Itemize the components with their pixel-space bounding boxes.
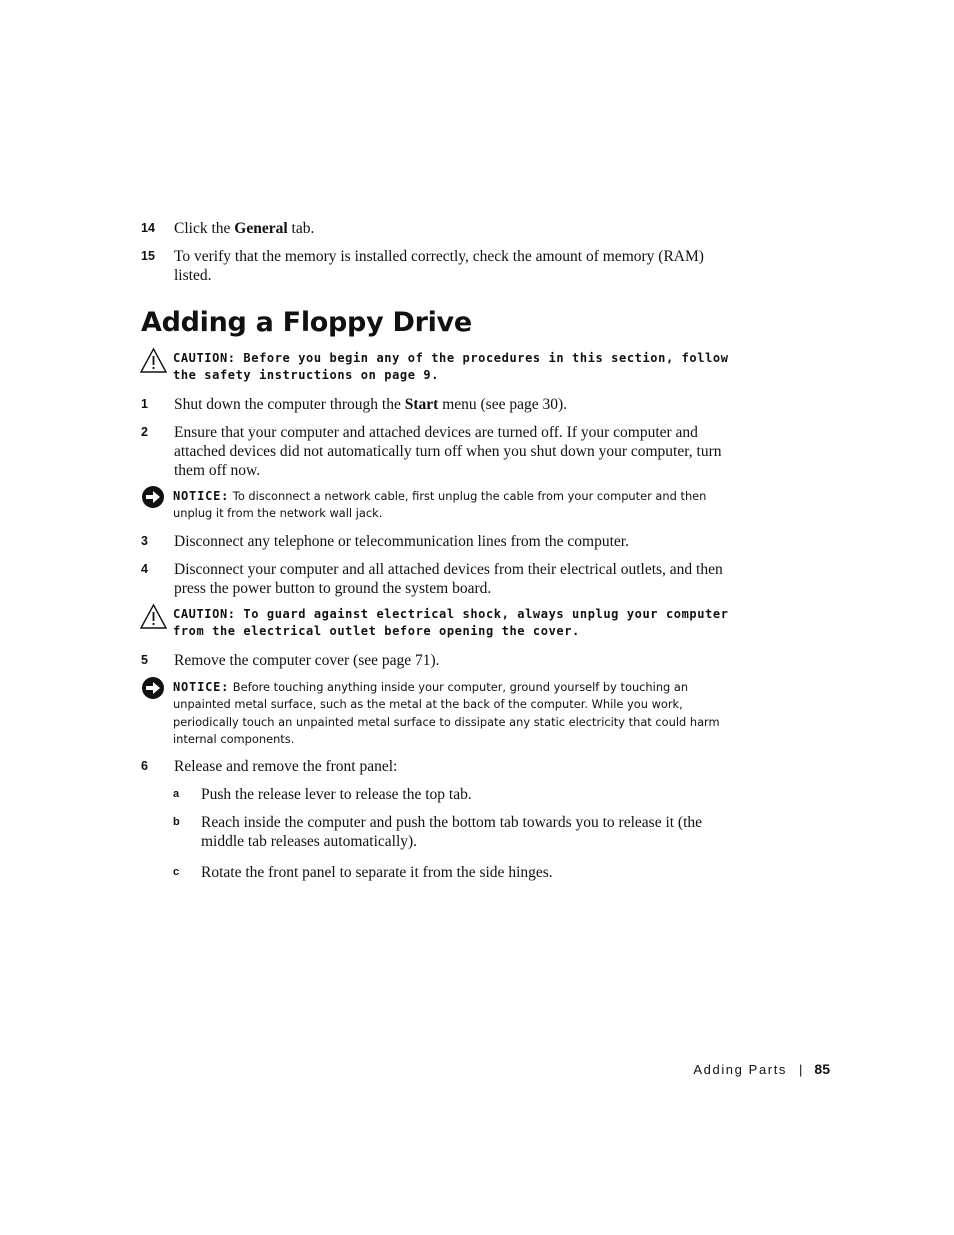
step-number: 4 <box>141 562 148 576</box>
notice-arrow-icon <box>140 485 167 512</box>
substep-letter: b <box>173 816 180 828</box>
ui-label-start: Start <box>404 396 439 413</box>
step-text: Remove the computer cover (see page 71). <box>174 652 440 669</box>
step-number: 6 <box>141 759 148 773</box>
section-title: Adding a Floppy Drive <box>141 307 472 338</box>
footer-section-name: Adding Parts <box>693 1062 788 1077</box>
step-text: Disconnect any telephone or telecommunication lines from the computer. <box>174 533 629 550</box>
step-number: 5 <box>141 653 148 667</box>
step-number: 14 <box>141 221 155 235</box>
notice-label: NOTICE: <box>173 680 230 694</box>
page-footer <box>600 1061 830 1077</box>
step-text: To verify that the memory is installed correctly, check the amount of memory (RAM) listed. <box>174 248 704 284</box>
caution-triangle-icon <box>140 347 167 374</box>
step-number: 15 <box>141 249 155 263</box>
step-text: Ensure that your computer and attached devices are turned off. If your computer and attached devices did not automatically turn off when you shut down your computer, turn them off now. <box>174 424 722 479</box>
substep-letter: a <box>173 788 180 800</box>
substep-text: Rotate the front panel to separate it from the side hinges. <box>201 864 553 881</box>
step-text: Release and remove the front panel: <box>174 758 398 775</box>
caution-triangle-icon <box>140 603 167 630</box>
notice-label: NOTICE: <box>173 489 230 503</box>
step-number: 1 <box>141 397 148 411</box>
ui-label-general: General <box>234 220 288 237</box>
caution-text: CAUTION: To guard against electrical shock, always unplug your computer from the electrical outlet before opening the cover. <box>173 607 729 638</box>
caution-text: CAUTION: Before you begin any of the procedures in this section, follow the safety instructions on page 9. <box>173 351 729 382</box>
step-text: Disconnect your computer and all attached devices from their electrical outlets, and then press the power button to ground the system board. <box>174 561 723 597</box>
notice-text: NOTICE: Before touching anything inside your computer, ground yourself by touching an unpainted metal surface, such as the metal at the back of the computer. While you work, periodically touch an unpainted metal surface to dissipate any static electricity that could harm internal components. <box>173 680 720 746</box>
notice-arrow-icon <box>140 676 167 703</box>
step-number: 2 <box>141 425 148 439</box>
substep-text: Reach inside the computer and push the bottom tab towards you to release it (the middle tab releases automatically). <box>201 814 703 850</box>
substep-text: Push the release lever to release the top tab. <box>201 786 472 803</box>
step-text: Click the General tab. <box>174 220 315 237</box>
substep-letter: c <box>173 866 180 878</box>
notice-text: NOTICE: To disconnect a network cable, first unplug the cable from your computer and then unplug it from the network wall jack. <box>173 489 707 521</box>
step-text: Shut down the computer through the Start menu (see page 30). <box>174 396 568 413</box>
footer-separator: | <box>799 1062 803 1077</box>
step-number: 3 <box>141 534 148 548</box>
page-number: 85 <box>814 1061 830 1077</box>
